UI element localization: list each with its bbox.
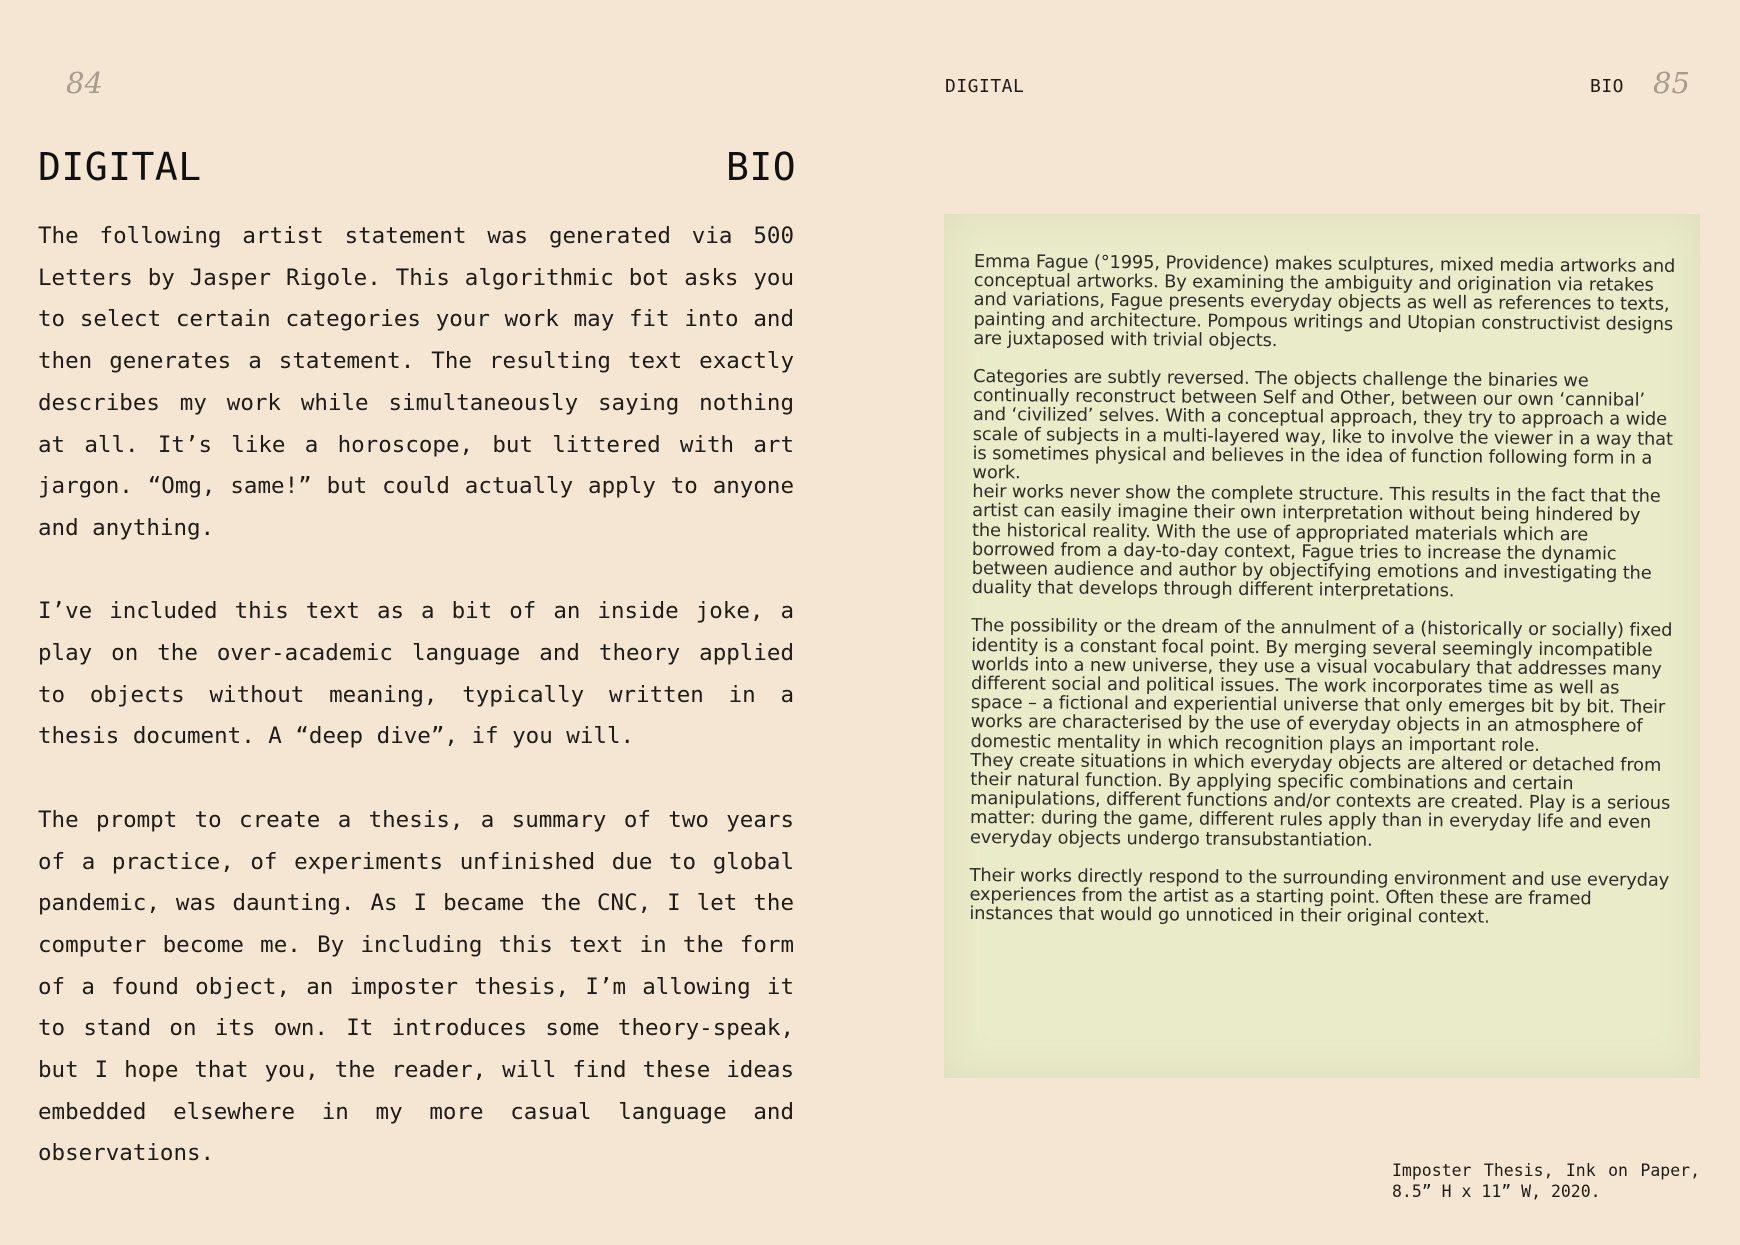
title-digital: DIGITAL	[38, 145, 202, 189]
body-text	[38, 216, 794, 1175]
scan-paragraph: Categories are subtly reversed. The objects challenge the binaries we continually reconstruct between Self and Other, between our own ‘cannibal’ and ‘civilized’ selves. With a conceptual approach, they try to approach a wide scale of subjects in a multi-layered way, like to involve the viewer in a way that is sometimes physical and believes in the idea of function following form in a work.	[972, 366, 1673, 484]
scanned-artist-statement	[944, 214, 1700, 1078]
running-head: DIGITAL	[945, 76, 1025, 97]
body-paragraph: The following artist statement was generated via 500 Letters by Jasper Rigole. This algorithmic bot asks you to select certain categories your work may fit into and then generates a statement. The resulting text exactly describes my work while simultaneously saying nothing at all. It’s like a horoscope, but littered with art jargon. “Omg, same!” but could actually apply to anyone and anything.	[38, 223, 794, 541]
scan-paragraph: heir works never show the complete structure. This results in the fact that the artist can easily imagine their own interpretation without being hindered by the historical reality. With the use of appropriated materials which are borrowed from a day-to-day context, Fague tries to increase the dynamic between audience and author by objectifying emotions and investigating the duality that develops through different interpretations.	[971, 481, 1661, 602]
left-page-number: 84	[66, 66, 103, 100]
body-paragraph: I’ve included this text as a bit of an inside joke, a play on the over-academic language and theory applied to objects without meaning, typically written in a thesis document. A “deep dive”, if you will.	[38, 598, 794, 750]
scan-text	[969, 252, 1676, 928]
scan-paragraph: Emma Fague (°1995, Providence) makes sculptures, mixed media artworks and conceptual artworks. By examining the ambiguity and origination via retakes and variations, Fague presents everyday objects as well as references to texts, painting and architecture. Pompous writings and Utopian constructivist designs are juxtaposed with trivial objects.	[973, 251, 1676, 351]
scan-paragraph: They create situations in which everyday objects are altered or detached from their natural function. By applying specific combinations and certain manipulations, different functions and/or contexts are created. Play is a serious matter: during the game, different rules apply than in everyday life and even everyday objects undergo transubstantiation.	[969, 749, 1671, 851]
title-bio: BIO	[726, 145, 797, 189]
scan-paragraph: The possibility or the dream of the annulment of a (historically or socially) fixed identity is a constant focal point. By merging several seemingly incompatible worlds into a new universe, they use a visual vocabulary that addresses many different social and political issues. The work incorporates time as well as space – a fictional and experiential universe that only emerges bit by bit. Their works are characterised by the use of everyday objects in an atmosphere of domestic mentality in which recognition plays an important role.	[970, 615, 1673, 756]
image-caption: Imposter Thesis, Ink on Paper, 8.5” H x 11” W, 2020.	[1392, 1161, 1700, 1201]
scan-paragraph: Their works directly respond to the surrounding environment and use everyday experiences from the artist as a starting point. Often these are framed instances that would go unnoticed in their original context.	[969, 864, 1670, 928]
body-paragraph: The prompt to create a thesis, a summary of two years of a practice, of experiments unfinished due to global pandemic, was daunting. As I became the CNC, I let the computer become me. By including this text in the form of a found object, an imposter thesis, I’m allowing it to stand on its own. It introduces some theory-speak, but I hope that you, the reader, will find these ideas embedded elsewhere in my more casual language and observations.	[38, 806, 794, 1167]
right-page-number: 85	[1653, 66, 1690, 100]
running-head-right: BIO	[1590, 76, 1625, 97]
